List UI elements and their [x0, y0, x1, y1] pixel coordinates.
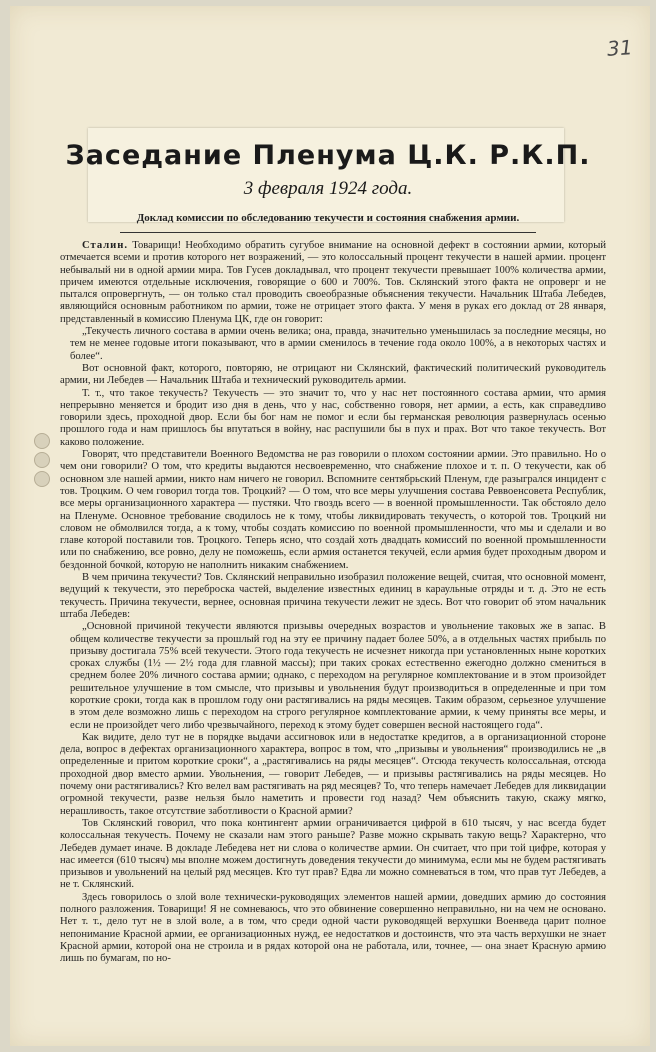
header-divider	[120, 232, 536, 233]
quote-paragraph: „Основной причиной текучести являются призывы очередных возрастов и увольнение таковых же в запас. В общем количестве текучести за прошлый год на эту ее причину падает более 50%, а в отдельных частях прибыль по призыву достигала 75% всей текучести. Этого года текучесть не исчезнет никогда при установленных ныне коротких сроках службы (1½ — 2½ года для главной массы); при таких сроках естественно ежегодно должно смениться в среднем более 20% личного состава армии; однако, с переходом на регулярное комплектование и в этом произойдет решительное улучшение в том смысле, что призывы и увольнения будут производиться в определенные и при том короткие сроки, тогда как в прошлом году они растягивались на ряды месяцев. Таким образом, серьезное улучшение в этом деле возможно лишь с переходом на строго регулярное комплектование армии, к чему приняты все меры, и если не произойдет чего либо чрезвычайного, переход к этому будет совершен весной настоящего года“.	[70, 621, 606, 731]
page-number: 31	[605, 35, 633, 61]
document-subtitle: Доклад комиссии по обследованию текучести и состояния снабжения армии.	[136, 212, 520, 224]
paragraph: Как видите, дело тут не в порядке выдачи ассигновок или в недостатке кредитов, а в организационной стороне дела, вопрос в дефектах организационного характера, вопрос в том, что „призывы и увольнения“ производились не „в определенные и притом короткие сроки“, а „растягивались на ряды месяцев“. Отсюда текучесть колоссальная, отсюда проходной двор вместо армии. Увольнения, — говорит Лебедев, — и призывы растягивались на ряды месяцев. Но почему они растягивались? Кто велел вам растягивать на ряд месяцев? То, что теперь намечает Лебедев для ликвидации огромной текучести, разве нельзя было наметить и провести год назад? Чем объяснить такую, скажу мягко, нерашливость, такое отсутствие заботливости о Красной армии?	[60, 731, 606, 817]
paragraph: В чем причина текучести? Тов. Склянский неправильно изобразил положение вещей, считая, что основной момент, ведущий к текучести, это переброска частей, выделение известных единиц в караульные отряды и т. д. Это не есть текучесть. Причина текучести, вернее, основная причина текучести лежит не здесь. Вот что говорит об этом начальник штаба Лебедев:	[60, 572, 606, 620]
quote-paragraph: „Текучесть личного состава в армии очень велика; она, правда, значительно уменьшилась за последние месяцы, но тем не менее годовые итоги показывают, что в армии сменилось в течение года около 100%, а в некоторых частях и более“.	[70, 326, 606, 362]
document-title: Заседание Пленума Ц.К. Р.К.П.	[65, 140, 591, 171]
punch-hole	[34, 471, 50, 487]
paragraph: Говорят, что представители Военного Ведомства не раз говорили о плохом состоянии армии. Это правильно. Но о чем они говорили? О том, что кредиты выдаются несвоевременно, что снабжение плохое и т. п. О текучести, как об основном зле нашей армии, никто нам ничего не говорил. Вспомните сентябрьский Пленум, где разыгрался инцидент с тов. Троцким. О чем говорил тогда тов. Троцкий? — О том, что все меры улучшения состава Реввоенсовета Республик, все меры организационного характера — пустяки. Что гвоздь всего — в военной промышленности. Так обстояло дело на Пленуме. Основное требование сводилось не к тому, чтобы ликвидировать текучесть, о которой тов. Троцкий ни словом не обмолвился тогда, а к тому, чтобы создать комиссию по военной промышленности, что мы и сделали и во главе которой поставили тов. Троцкого. Теперь ясно, что создай хоть двадцать комиссий по военной промышленности или по снабжению, все ровно, делу не поможешь, если армия останется текучей, если армия будет проходным двором и бездонной бочкой, которую не наполнить никаким снабжением.	[60, 449, 606, 571]
punch-hole	[34, 433, 50, 449]
paragraph	[60, 240, 606, 326]
paragraph: Здесь говорилось о злой воле технически-руководящих элементов нашей армии, доведших армию до состояния полного разложения. Товарищи! Я не сомневаюсь, что это обвинение совершенно неправильно, ни на чем не основано. Нет т. т., дело тут не в злой воле, а в том, что среди одной части руководящей верхушки Военведа царит полное непонимание Красной армии, ее организационных нужд, ее недостатков и достоинств, что эта часть верхушки не знает Красной армии, которой она не строила и в рядах которой она не работала, или, точнее, — она знает Красную армию лишь по бумагам, по но-	[60, 891, 606, 965]
document-body	[60, 240, 606, 1030]
paragraph: Вот основной факт, которого, повторяю, не отрицают ни Склянский, фактический политический руководитель армии, ни Лебедев — Начальник Штаба и технический руководитель армии.	[60, 362, 606, 387]
document-date: 3 февраля 1924 года.	[243, 178, 413, 199]
paragraph: Т. т., что такое текучесть? Текучесть — это значит то, что у нас нет постоянного состава армии, что армия непрерывно меняется и бродит изо дня в день, что у нас, собственно говоря, нет армии, а есть, как справедливо говорили здесь, проходной двор. Если бы бог нам не помог и если бы германская революция развернулась осенью прошлого года и нам пришлось бы впутаться в войну, нас распушили бы в пух и прах. Вот что такое текучесть. Вот каково положение.	[60, 387, 606, 448]
speaker-name: Сталин.	[82, 240, 129, 251]
paragraph: Тов Склянский говорил, что пока контингент армии ограничивается цифрой в 610 тысяч, у нас всегда будет колоссальная текучесть. Почему не сказали нам этого раньше? Разве можно скрывать такую вещь? Характерно, что Лебедев думает иначе. В докладе Лебедева нет ни слова о количестве армии. Он считает, что при той цифре, которая у нас имеется (610 тысяч) мы вполне можем достигнуть доведения текучести до минимума, если мы не будем растягивать призывов и увольнений на целый ряд месяцев. Кто тут прав? Едва ли можно сомневаться в том, что прав тут Лебедев, а не т. Склянский.	[60, 817, 606, 891]
punch-hole	[34, 452, 50, 468]
paragraph-text: Товарищи! Необходимо обратить сугубое внимание на основной дефект в состоянии армии, который отмечается всеми и против которого нет возражений, — это колоссальный процент текучести в нашей армии. процент небывалый ни в одной армии мира. Тов Гусев докладывал, что процент текучести превышает 100% количества армии, причем имеются отдельные исключения, говорящие о 600 и 700%. Тов. Склянский этого факта не опроверг и не пытался опровергнуть, — он только стал проводить своеобразные объяснения текучести. Начальник Штаба Лебедев, являющийся основным работником по армии, тоже не отрицает этого факта. У меня в руках его доклад от 28 января, представленный в комиссию Пленума ЦК, где он говорит:	[60, 240, 606, 325]
